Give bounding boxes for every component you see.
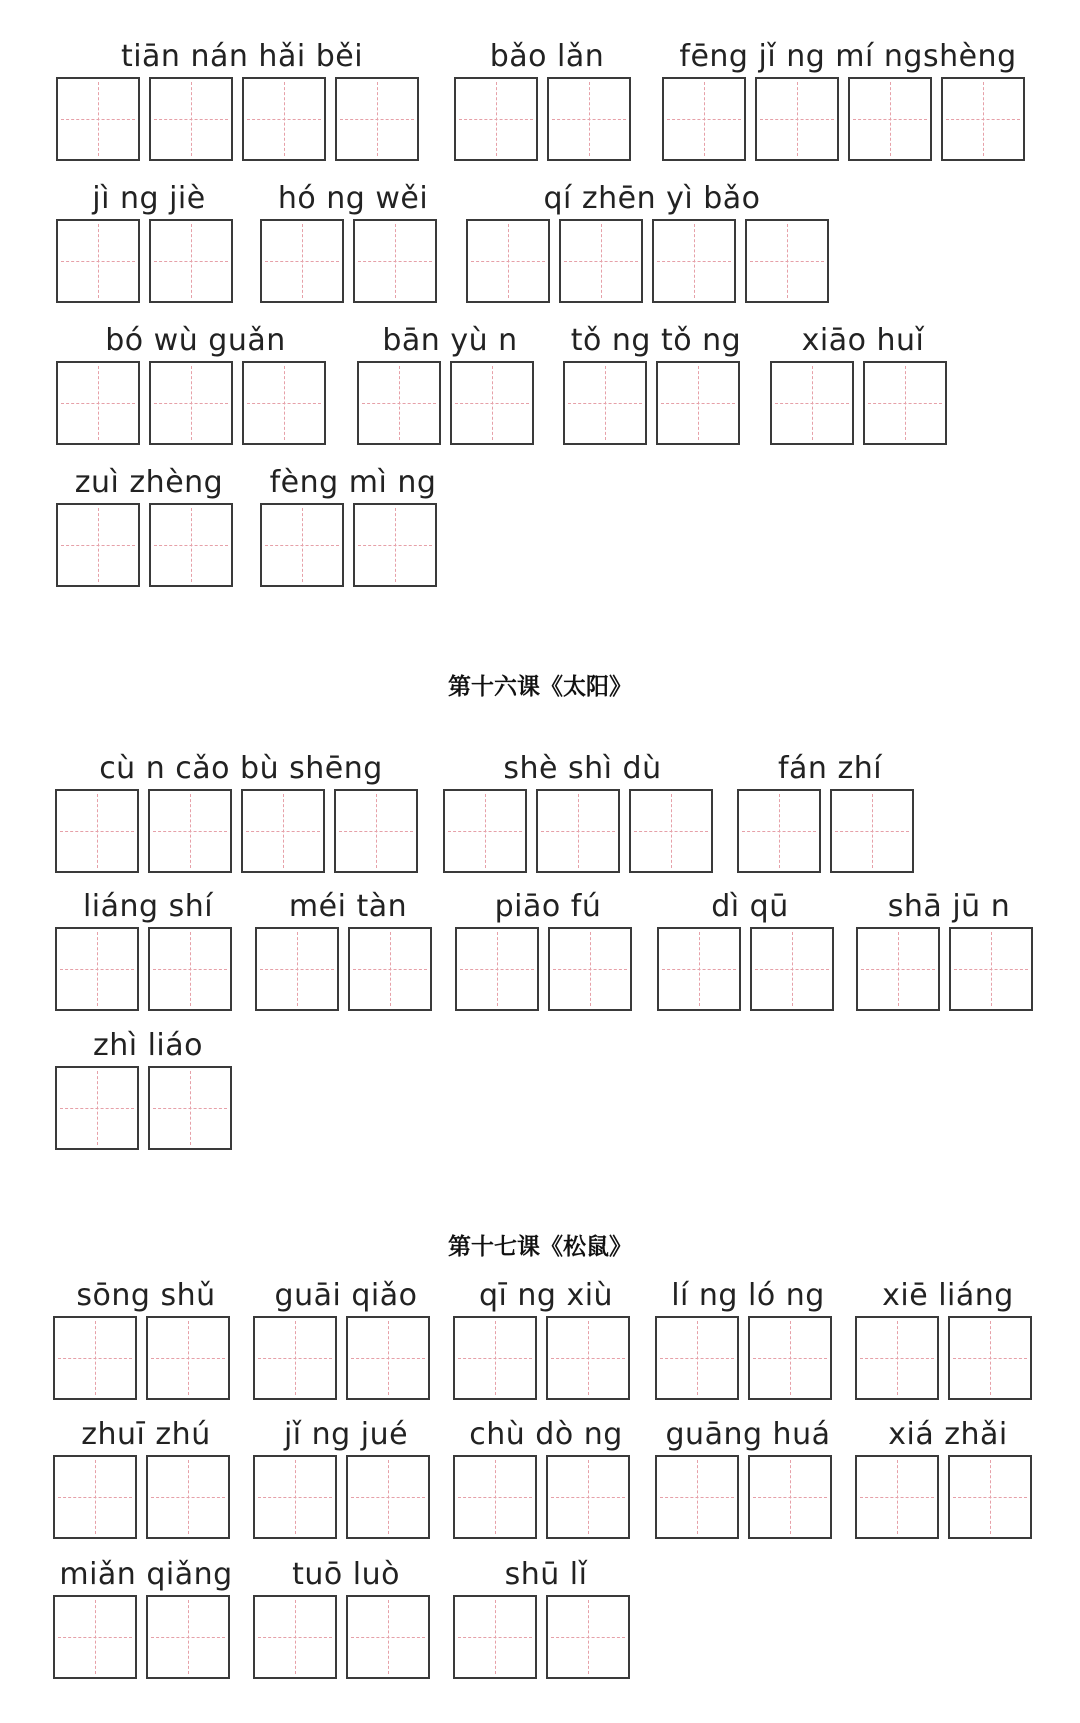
pinyin-label: bān yù n	[382, 323, 518, 358]
tianzige-writing-box[interactable]	[346, 1316, 430, 1400]
character-box-group	[56, 503, 242, 591]
dashed-guide-vertical	[698, 366, 699, 440]
pinyin-label: miǎn qiǎng	[59, 1557, 233, 1592]
dashed-guide-vertical	[297, 932, 298, 1006]
character-box-group	[655, 1316, 841, 1404]
dashed-guide-vertical	[588, 1600, 589, 1674]
pinyin-label: méi tàn	[288, 889, 408, 924]
dashed-guide-vertical	[497, 932, 498, 1006]
word-group	[855, 1277, 1041, 1373]
tianzige-writing-box[interactable]	[255, 927, 339, 1011]
tianzige-writing-box[interactable]	[55, 789, 139, 873]
pinyin-label: tuō luò	[292, 1557, 400, 1592]
dashed-guide-vertical	[283, 794, 284, 868]
pinyin-label: dì qū	[711, 889, 789, 924]
pinyin-label: chù dò ng	[469, 1417, 623, 1452]
character-box-group	[453, 1316, 639, 1404]
character-box-group	[56, 219, 242, 307]
tianzige-writing-box[interactable]	[453, 1595, 537, 1679]
tianzige-writing-box[interactable]	[148, 789, 232, 873]
word-group	[253, 1416, 439, 1512]
pinyin-label: piāo fú	[494, 889, 602, 924]
pinyin-label: bó wù guǎn	[105, 323, 286, 358]
dashed-guide-vertical	[98, 224, 99, 298]
dashed-guide-vertical	[694, 224, 695, 298]
word-group	[253, 1277, 439, 1373]
word-group	[53, 1277, 239, 1373]
dashed-guide-vertical	[605, 366, 606, 440]
dashed-guide-vertical	[485, 794, 486, 868]
word-group	[357, 322, 543, 418]
pinyin-label: bǎo lǎn	[489, 39, 605, 74]
character-box-group	[563, 361, 749, 449]
tianzige-writing-box[interactable]	[856, 927, 940, 1011]
character-box-group	[357, 361, 543, 449]
dashed-guide-vertical	[588, 1460, 589, 1534]
dashed-guide-vertical	[190, 932, 191, 1006]
pinyin-label: shā jū n	[887, 889, 1011, 924]
character-box-group	[455, 927, 641, 1015]
dashed-guide-vertical	[590, 932, 591, 1006]
tianzige-writing-box[interactable]	[748, 1455, 832, 1539]
tianzige-writing-box[interactable]	[948, 1316, 1032, 1400]
dashed-guide-vertical	[897, 1460, 898, 1534]
dashed-guide-vertical	[95, 1460, 96, 1534]
pinyin-label: sōng shǔ	[76, 1278, 216, 1313]
character-box-group	[657, 927, 843, 1015]
word-group	[255, 888, 441, 984]
dashed-guide-vertical	[191, 366, 192, 440]
tianzige-writing-box[interactable]	[334, 789, 418, 873]
dashed-guide-vertical	[790, 1321, 791, 1395]
tianzige-writing-box[interactable]	[146, 1316, 230, 1400]
tianzige-writing-box[interactable]	[242, 77, 326, 161]
dashed-guide-vertical	[295, 1321, 296, 1395]
character-box-group	[53, 1595, 239, 1683]
character-box-group	[55, 789, 427, 877]
word-group	[253, 1556, 439, 1652]
tianzige-writing-box[interactable]	[260, 219, 344, 303]
word-group	[737, 750, 923, 846]
tianzige-writing-box[interactable]	[253, 1316, 337, 1400]
tianzige-writing-box[interactable]	[559, 219, 643, 303]
tianzige-writing-box[interactable]	[546, 1316, 630, 1400]
dashed-guide-vertical	[190, 1071, 191, 1145]
tianzige-writing-box[interactable]	[830, 789, 914, 873]
dashed-guide-vertical	[991, 932, 992, 1006]
word-group	[657, 888, 843, 984]
pinyin-label: zuì zhèng	[74, 465, 224, 500]
character-box-group	[253, 1316, 439, 1404]
pinyin-label: liáng shí	[82, 889, 214, 924]
dashed-guide-vertical	[395, 224, 396, 298]
word-group	[855, 1416, 1041, 1512]
dashed-guide-vertical	[898, 932, 899, 1006]
tianzige-writing-box[interactable]	[450, 361, 534, 445]
tianzige-writing-box[interactable]	[346, 1595, 430, 1679]
tianzige-writing-box[interactable]	[53, 1316, 137, 1400]
tianzige-writing-box[interactable]	[348, 927, 432, 1011]
tianzige-writing-box[interactable]	[253, 1595, 337, 1679]
character-box-group	[253, 1455, 439, 1543]
character-box-group	[855, 1316, 1041, 1404]
dashed-guide-vertical	[295, 1460, 296, 1534]
character-box-group	[856, 927, 1042, 1015]
dashed-guide-vertical	[508, 224, 509, 298]
tianzige-writing-box[interactable]	[260, 503, 344, 587]
dashed-guide-vertical	[983, 82, 984, 156]
tianzige-writing-box[interactable]	[750, 927, 834, 1011]
pinyin-label: xiá zhǎi	[888, 1417, 1008, 1452]
pinyin-label: hó ng wěi	[277, 181, 429, 216]
dashed-guide-vertical	[779, 794, 780, 868]
dashed-guide-vertical	[190, 794, 191, 868]
word-group	[55, 750, 427, 846]
tianzige-writing-box[interactable]	[55, 1066, 139, 1150]
tianzige-writing-box[interactable]	[652, 219, 736, 303]
pinyin-label: zhuī zhú	[81, 1417, 211, 1452]
tianzige-writing-box[interactable]	[335, 77, 419, 161]
dashed-guide-vertical	[388, 1321, 389, 1395]
word-group	[56, 464, 242, 560]
pinyin-label: guāi qiǎo	[274, 1278, 418, 1313]
dashed-guide-vertical	[787, 224, 788, 298]
dashed-guide-vertical	[897, 1321, 898, 1395]
dashed-guide-vertical	[812, 366, 813, 440]
tianzige-writing-box[interactable]	[148, 1066, 232, 1150]
word-group	[563, 322, 749, 418]
character-box-group	[260, 503, 446, 591]
dashed-guide-vertical	[890, 82, 891, 156]
word-group	[455, 888, 641, 984]
pinyin-label: xiāo huǐ	[801, 323, 925, 358]
dashed-guide-vertical	[390, 932, 391, 1006]
tianzige-writing-box[interactable]	[657, 927, 741, 1011]
dashed-guide-vertical	[905, 366, 906, 440]
dashed-guide-vertical	[990, 1460, 991, 1534]
dashed-guide-vertical	[188, 1460, 189, 1534]
dashed-guide-vertical	[302, 224, 303, 298]
tianzige-writing-box[interactable]	[454, 77, 538, 161]
tianzige-writing-box[interactable]	[56, 361, 140, 445]
character-box-group	[655, 1455, 841, 1543]
character-box-group	[454, 77, 640, 165]
tianzige-writing-box[interactable]	[242, 361, 326, 445]
tianzige-writing-box[interactable]	[737, 789, 821, 873]
dashed-guide-vertical	[495, 1460, 496, 1534]
character-box-group	[260, 219, 446, 307]
dashed-guide-vertical	[191, 224, 192, 298]
tianzige-writing-box[interactable]	[629, 789, 713, 873]
tianzige-writing-box[interactable]	[547, 77, 631, 161]
tianzige-writing-box[interactable]	[146, 1595, 230, 1679]
tianzige-writing-box[interactable]	[546, 1455, 630, 1539]
pinyin-label: tiān nán hǎi běi	[120, 39, 364, 74]
character-box-group	[53, 1316, 239, 1404]
dashed-guide-vertical	[388, 1600, 389, 1674]
tianzige-writing-box[interactable]	[548, 927, 632, 1011]
dashed-guide-vertical	[98, 366, 99, 440]
tianzige-writing-box[interactable]	[149, 361, 233, 445]
dashed-guide-vertical	[284, 366, 285, 440]
word-group	[453, 1556, 639, 1652]
dashed-guide-vertical	[792, 932, 793, 1006]
character-box-group	[53, 1455, 239, 1543]
pinyin-label: qī ng xiù	[478, 1278, 614, 1313]
tianzige-writing-box[interactable]	[56, 77, 140, 161]
tianzige-writing-box[interactable]	[755, 77, 839, 161]
dashed-guide-vertical	[492, 366, 493, 440]
tianzige-writing-box[interactable]	[53, 1455, 137, 1539]
dashed-guide-vertical	[95, 1321, 96, 1395]
dashed-guide-vertical	[990, 1321, 991, 1395]
pinyin-label: fán zhí	[777, 751, 883, 786]
pinyin-label: fēng jǐ ng mí ngshèng	[679, 39, 1017, 74]
word-group	[53, 1556, 239, 1652]
character-box-group	[466, 219, 838, 307]
word-group	[453, 1277, 639, 1373]
pinyin-label: shè shì dù	[503, 751, 662, 786]
tianzige-writing-box[interactable]	[848, 77, 932, 161]
character-box-group	[255, 927, 441, 1015]
tianzige-writing-box[interactable]	[655, 1455, 739, 1539]
tianzige-writing-box[interactable]	[56, 219, 140, 303]
dashed-guide-vertical	[697, 1321, 698, 1395]
tianzige-writing-box[interactable]	[56, 503, 140, 587]
dashed-guide-vertical	[284, 82, 285, 156]
dashed-guide-vertical	[790, 1460, 791, 1534]
tianzige-writing-box[interactable]	[770, 361, 854, 445]
dashed-guide-vertical	[188, 1321, 189, 1395]
word-group	[856, 888, 1042, 984]
dashed-guide-vertical	[399, 366, 400, 440]
pinyin-label: tǒ ng tǒ ng	[570, 323, 742, 358]
dashed-guide-vertical	[395, 508, 396, 582]
dashed-guide-vertical	[872, 794, 873, 868]
character-box-group	[737, 789, 923, 877]
character-box-group	[443, 789, 722, 877]
character-box-group	[55, 1066, 241, 1154]
dashed-guide-vertical	[95, 1600, 96, 1674]
tianzige-writing-box[interactable]	[863, 361, 947, 445]
section-title: 第十六课《太阳》	[448, 673, 632, 700]
pinyin-label: fèng mì ng	[269, 465, 437, 500]
word-group	[662, 38, 1034, 134]
tianzige-writing-box[interactable]	[353, 503, 437, 587]
tianzige-writing-box[interactable]	[149, 219, 233, 303]
word-group	[55, 1027, 241, 1123]
tianzige-writing-box[interactable]	[253, 1455, 337, 1539]
word-group	[770, 322, 956, 418]
word-group	[55, 888, 241, 984]
pinyin-label: qí zhēn yì bǎo	[543, 181, 761, 216]
dashed-guide-vertical	[496, 82, 497, 156]
character-box-group	[453, 1455, 639, 1543]
dashed-guide-vertical	[97, 1071, 98, 1145]
tianzige-writing-box[interactable]	[563, 361, 647, 445]
dashed-guide-vertical	[578, 794, 579, 868]
character-box-group	[662, 77, 1034, 165]
tianzige-writing-box[interactable]	[466, 219, 550, 303]
dashed-guide-vertical	[704, 82, 705, 156]
tianzige-writing-box[interactable]	[855, 1455, 939, 1539]
dashed-guide-vertical	[97, 794, 98, 868]
dashed-guide-vertical	[797, 82, 798, 156]
tianzige-writing-box[interactable]	[346, 1455, 430, 1539]
word-group	[466, 180, 838, 276]
dashed-guide-vertical	[97, 932, 98, 1006]
word-group	[53, 1416, 239, 1512]
character-box-group	[56, 361, 335, 449]
tianzige-writing-box[interactable]	[453, 1455, 537, 1539]
dashed-guide-vertical	[697, 1460, 698, 1534]
character-box-group	[453, 1595, 639, 1683]
pinyin-label: cù n cǎo bù shēng	[99, 751, 383, 786]
tianzige-writing-box[interactable]	[146, 1455, 230, 1539]
character-box-group	[855, 1455, 1041, 1543]
dashed-guide-vertical	[601, 224, 602, 298]
tianzige-writing-box[interactable]	[53, 1595, 137, 1679]
dashed-guide-vertical	[191, 508, 192, 582]
tianzige-writing-box[interactable]	[949, 927, 1033, 1011]
dashed-guide-vertical	[495, 1321, 496, 1395]
tianzige-writing-box[interactable]	[745, 219, 829, 303]
tianzige-writing-box[interactable]	[536, 789, 620, 873]
word-group	[453, 1416, 639, 1512]
tianzige-writing-box[interactable]	[353, 219, 437, 303]
dashed-guide-vertical	[98, 508, 99, 582]
word-group	[260, 464, 446, 560]
tianzige-writing-box[interactable]	[443, 789, 527, 873]
dashed-guide-vertical	[376, 794, 377, 868]
tianzige-writing-box[interactable]	[855, 1316, 939, 1400]
pinyin-label: jì ng jiè	[92, 181, 206, 216]
dashed-guide-vertical	[191, 82, 192, 156]
word-group	[56, 38, 428, 134]
character-box-group	[770, 361, 956, 449]
character-box-group	[55, 927, 241, 1015]
dashed-guide-vertical	[388, 1460, 389, 1534]
dashed-guide-vertical	[377, 82, 378, 156]
tianzige-writing-box[interactable]	[546, 1595, 630, 1679]
dashed-guide-vertical	[98, 82, 99, 156]
character-box-group	[56, 77, 428, 165]
tianzige-writing-box[interactable]	[655, 1316, 739, 1400]
tianzige-writing-box[interactable]	[656, 361, 740, 445]
pinyin-label: guāng huá	[665, 1417, 831, 1452]
dashed-guide-vertical	[295, 1600, 296, 1674]
tianzige-writing-box[interactable]	[55, 927, 139, 1011]
tianzige-writing-box[interactable]	[149, 503, 233, 587]
dashed-guide-vertical	[589, 82, 590, 156]
tianzige-writing-box[interactable]	[453, 1316, 537, 1400]
dashed-guide-vertical	[495, 1600, 496, 1674]
dashed-guide-vertical	[188, 1600, 189, 1674]
character-box-group	[253, 1595, 439, 1683]
tianzige-writing-box[interactable]	[748, 1316, 832, 1400]
dashed-guide-vertical	[699, 932, 700, 1006]
section-title: 第十七课《松鼠》	[448, 1233, 632, 1260]
tianzige-writing-box[interactable]	[149, 77, 233, 161]
tianzige-writing-box[interactable]	[941, 77, 1025, 161]
word-group	[655, 1277, 841, 1373]
dashed-guide-vertical	[302, 508, 303, 582]
tianzige-writing-box[interactable]	[241, 789, 325, 873]
word-group	[260, 180, 446, 276]
word-group	[443, 750, 722, 846]
word-group	[56, 180, 242, 276]
tianzige-writing-box[interactable]	[357, 361, 441, 445]
pinyin-label: zhì liáo	[92, 1028, 204, 1063]
dashed-guide-vertical	[588, 1321, 589, 1395]
pinyin-label: shū lǐ	[504, 1557, 588, 1592]
tianzige-writing-box[interactable]	[455, 927, 539, 1011]
tianzige-writing-box[interactable]	[148, 927, 232, 1011]
word-group	[655, 1416, 841, 1512]
tianzige-writing-box[interactable]	[662, 77, 746, 161]
word-group	[454, 38, 640, 134]
pinyin-label: xiē liáng	[882, 1278, 1014, 1313]
word-group	[56, 322, 335, 418]
tianzige-writing-box[interactable]	[948, 1455, 1032, 1539]
pinyin-label: lí ng ló ng	[671, 1278, 825, 1313]
dashed-guide-vertical	[671, 794, 672, 868]
pinyin-label: jǐ ng jué	[283, 1417, 409, 1452]
